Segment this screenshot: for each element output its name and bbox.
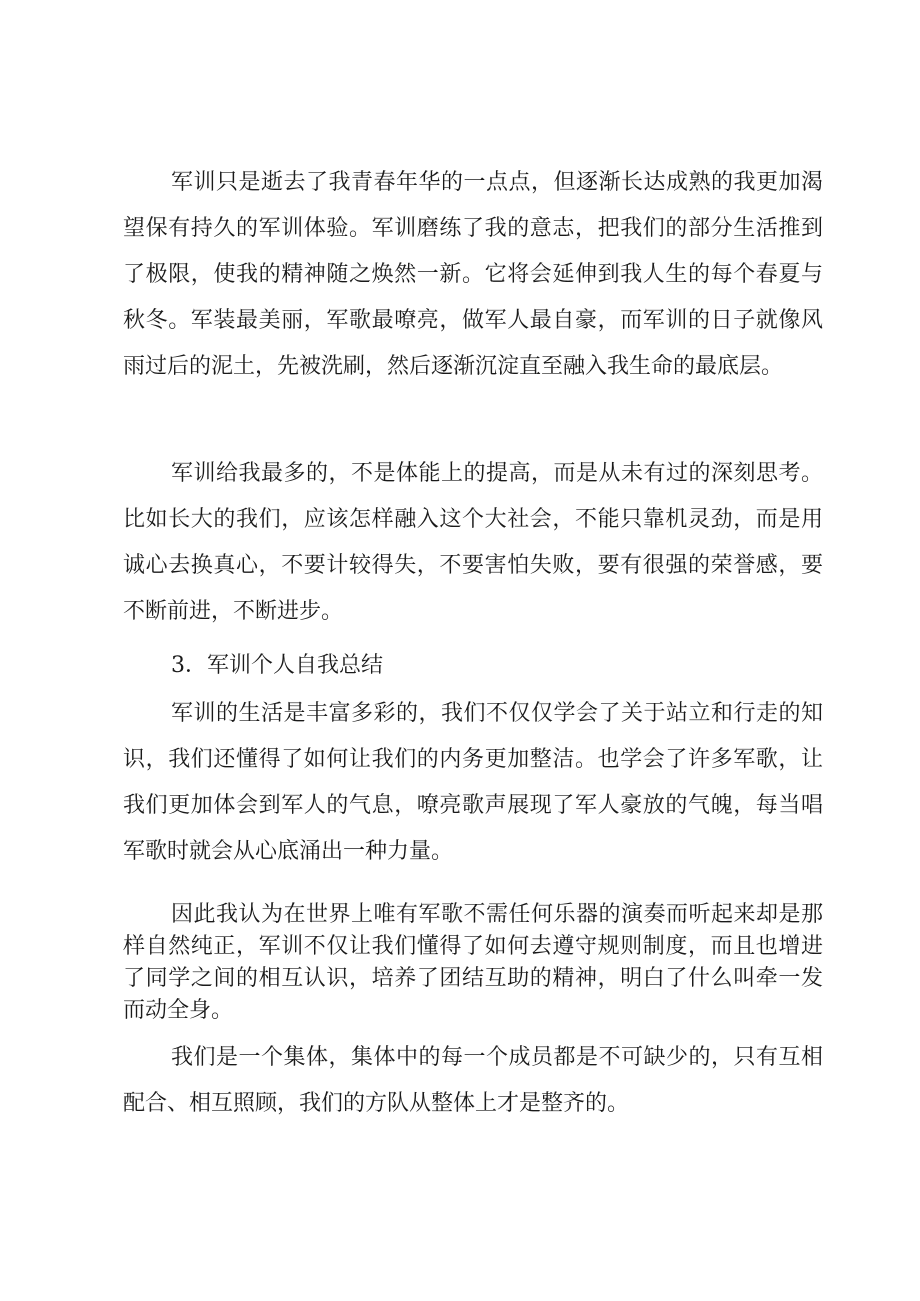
section-paragraph-1: 军训的生活是丰富多彩的，我们不仅仅学会了关于站立和行走的知识，我们还懂得了如何让我们的内务更加整洁。也学会了许多军歌，让我们更加体会到军人的气息，嘹亮歌声展现了军人豪放的气魄，每当唱军歌时就会从心底涌出一种力量。	[123, 701, 823, 864]
section-paragraph-3: 我们是一个集体，集体中的每一个成员都是不可缺少的，只有互相配合、相互照顾，我们的方队从整体上才是整齐的。	[123, 1045, 823, 1116]
section-heading: 3．军训个人自我总结	[171, 653, 383, 678]
paragraph-1: 军训只是逝去了我青春年华的一点点，但逐渐长达成熟的我更加渴望保有持久的军训体验。军训磨练了我的意志，把我们的部分生活推到了极限，使我的精神随之焕然一新。它将会延伸到我人生的每个春夏与秋冬。军装最美丽，军歌最嘹亮，做军人最自豪，而军训的日子就像风雨过后的泥土，先被洗刷，然后逐渐沉淀直至融入我生命的最底层。	[123, 170, 823, 379]
paragraph-2: 军训给我最多的，不是体能上的提高，而是从未有过的深刻思考。比如长大的我们，应该怎样融入这个大社会，不能只靠机灵劲，而是用诚心去换真心，不要计较得失，不要害怕失败，要有很强的荣誉感，要不断前进，不断进步。	[123, 461, 823, 624]
section-paragraph-2: 因此我认为在世界上唯有军歌不需任何乐器的演奏而听起来却是那样自然纯正，军训不仅让我们懂得了如何去遵守规则制度，而且也增进了同学之间的相互认识，培养了团结互助的精神，明白了什么叫牵一发而动全身。	[123, 902, 823, 1023]
